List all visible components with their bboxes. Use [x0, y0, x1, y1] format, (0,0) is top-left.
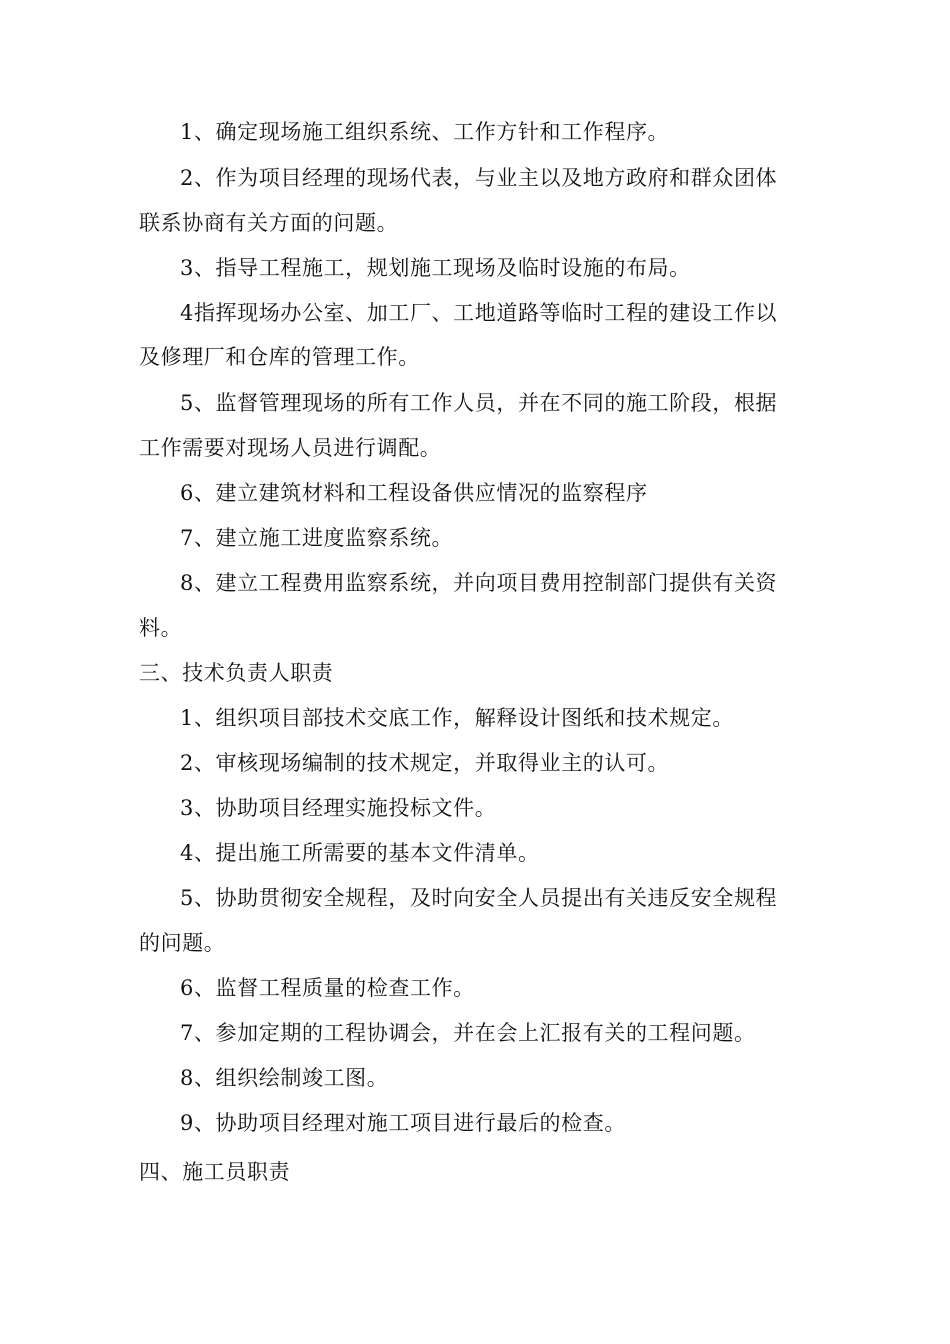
paragraph-line: 8、组织绘制竣工图。: [180, 1066, 389, 1090]
paragraph-line: 3、指导工程施工，规划施工现场及临时设施的布局。: [180, 256, 691, 280]
paragraph-line: 9、协助项目经理对施工项目进行最后的检查。: [180, 1111, 626, 1135]
paragraph-line: 1、确定现场施工组织系统、工作方针和工作程序。: [180, 120, 670, 144]
paragraph-line: 2、审核现场编制的技术规定，并取得业主的认可。: [180, 751, 670, 775]
paragraph-line: 7、建立施工进度监察系统。: [180, 526, 454, 550]
paragraph-line: 8、建立工程费用监察系统，并向项目费用控制部门提供有关资: [180, 571, 778, 595]
paragraph-line: 7、参加定期的工程协调会，并在会上汇报有关的工程问题。: [180, 1021, 756, 1045]
section-heading: 三、技术负责人职责: [139, 661, 334, 685]
paragraph-line: 4指挥现场办公室、加工厂、工地道路等临时工程的建设工作以: [180, 301, 778, 325]
paragraph-line: 联系协商有关方面的问题。: [139, 211, 399, 235]
paragraph-line: 2、作为项目经理的现场代表，与业主以及地方政府和群众团体: [180, 166, 778, 190]
paragraph-line: 5、协助贯彻安全规程，及时向安全人员提出有关违反安全规程: [180, 886, 778, 910]
paragraph-line: 5、监督管理现场的所有工作人员，并在不同的施工阶段，根据: [180, 391, 778, 415]
paragraph-line: 工作需要对现场人员进行调配。: [139, 436, 442, 460]
paragraph-line: 料。: [139, 616, 183, 640]
paragraph-line: 4、提出施工所需要的基本文件清单。: [180, 841, 540, 865]
paragraph-line: 6、监督工程质量的检查工作。: [180, 976, 475, 1000]
section-heading: 四、施工员职责: [139, 1160, 291, 1184]
paragraph-line: 6、建立建筑材料和工程设备供应情况的监察程序: [180, 481, 648, 505]
paragraph-line: 的问题。: [139, 931, 226, 955]
paragraph-line: 3、协助项目经理实施投标文件。: [180, 796, 497, 820]
paragraph-line: 1、组织项目部技术交底工作，解释设计图纸和技术规定。: [180, 706, 734, 730]
paragraph-line: 及修理厂和仓库的管理工作。: [139, 345, 420, 369]
